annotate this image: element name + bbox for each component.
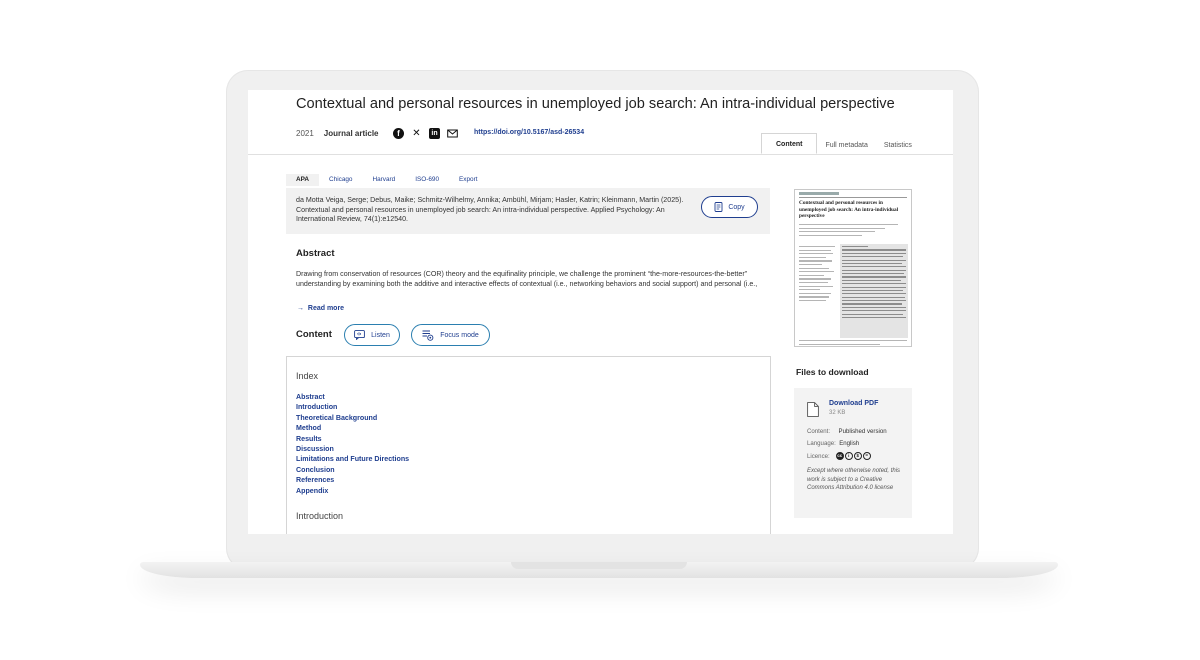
index-item-introduction[interactable]: Introduction bbox=[296, 403, 338, 412]
index-item-conclusion[interactable]: Conclusion bbox=[296, 465, 335, 474]
linkedin-icon[interactable]: in bbox=[429, 128, 440, 139]
index-item-references[interactable]: References bbox=[296, 476, 335, 485]
abstract-heading: Abstract bbox=[296, 248, 335, 259]
article-year: 2021 bbox=[296, 129, 314, 138]
pdf-thumbnail[interactable] bbox=[794, 189, 912, 347]
header-divider bbox=[248, 154, 953, 155]
content-key: Content: bbox=[807, 428, 831, 435]
copy-icon bbox=[714, 202, 723, 212]
focus-mode-button[interactable] bbox=[411, 324, 490, 346]
content-heading: Content bbox=[296, 329, 332, 340]
listen-label: Listen bbox=[371, 331, 390, 339]
index-item-method[interactable]: Method bbox=[296, 424, 322, 433]
citation-style-tabs bbox=[286, 174, 488, 186]
thumbnail-tag bbox=[799, 192, 839, 195]
tab-statistics[interactable]: Statistics bbox=[883, 142, 912, 149]
facebook-icon[interactable]: f bbox=[393, 128, 404, 139]
copy-button[interactable] bbox=[701, 196, 758, 218]
file-language-row bbox=[807, 440, 859, 447]
thumbnail-affiliations bbox=[799, 246, 837, 304]
article-type: Journal article bbox=[323, 129, 379, 138]
file-icon bbox=[807, 402, 819, 417]
licence-key: Licence: bbox=[807, 452, 830, 460]
index-item-theoretical-background[interactable]: Theoretical Background bbox=[296, 413, 378, 422]
abstract-text: Drawing from conservation of resources (COR) theory and the equifinality principle, we challenge the prominent “the-more-resources-the-better” understanding by examining both the additive and interactive effects of contextual (i.e., networking behaviors and social support) and personal (i.e., bbox=[296, 270, 758, 289]
tab-iso-690[interactable]: ISO-690 bbox=[415, 176, 440, 183]
doi-link[interactable]: https://doi.org/10.5167/asd-26534 bbox=[474, 129, 585, 136]
file-content-row bbox=[807, 428, 887, 435]
thumbnail-authors bbox=[799, 224, 907, 238]
index-item-limitations[interactable]: Limitations and Future Directions bbox=[296, 455, 410, 464]
thumbnail-rule bbox=[799, 197, 907, 198]
tab-export[interactable]: Export bbox=[459, 176, 478, 183]
arrow-right-icon: → bbox=[297, 305, 304, 312]
email-icon[interactable] bbox=[447, 128, 458, 139]
x-icon[interactable]: ✕ bbox=[412, 128, 421, 139]
laptop-notch bbox=[511, 562, 687, 569]
thumbnail-title: Contextual and personal resources in unemployed job search: An intra-individual perspective bbox=[799, 200, 899, 220]
tab-chicago[interactable]: Chicago bbox=[329, 176, 353, 183]
read-more-label: Read more bbox=[307, 305, 345, 312]
share-icons bbox=[393, 128, 458, 139]
language-value: English bbox=[839, 440, 860, 447]
content-value: Published version bbox=[838, 428, 887, 435]
read-more-link[interactable] bbox=[297, 305, 344, 312]
view-tabs bbox=[761, 133, 920, 154]
thumbnail-abstract-box bbox=[840, 244, 908, 338]
focus-mode-label: Focus mode bbox=[440, 331, 479, 339]
language-key: Language: bbox=[807, 440, 836, 447]
file-size: 32 KB bbox=[829, 410, 846, 416]
licence-note: Except where otherwise noted, this work is subject to a Creative Commons Attribution 4.0 license bbox=[807, 468, 901, 492]
introduction-heading: Introduction bbox=[296, 511, 344, 521]
files-heading: Files to download bbox=[796, 367, 869, 377]
index-item-results[interactable]: Results bbox=[296, 434, 322, 443]
thumbnail-footer bbox=[799, 340, 907, 347]
article-meta bbox=[296, 129, 378, 138]
index-list bbox=[296, 392, 409, 496]
creative-commons-icon[interactable]: cc i $ = bbox=[836, 452, 871, 460]
listen-button[interactable] bbox=[344, 324, 400, 346]
tab-full-metadata[interactable]: Full metadata bbox=[825, 142, 868, 149]
index-title: Index bbox=[296, 371, 319, 381]
article-title: Contextual and personal resources in unemployed job search: An intra-individual perspective bbox=[296, 96, 895, 112]
tab-harvard[interactable]: Harvard bbox=[372, 176, 396, 183]
copy-label: Copy bbox=[728, 203, 745, 211]
focus-mode-icon bbox=[422, 330, 434, 341]
index-item-discussion[interactable]: Discussion bbox=[296, 445, 334, 454]
index-item-appendix[interactable]: Appendix bbox=[296, 486, 329, 495]
citation-text: da Motta Veiga, Serge; Debus, Maike; Schmitz-Wilhelmy, Annika; Ambühl, Mirjam; Hasler, Katrin; Kleinmann, Martin (2025). Contextual and personal resources in unemployed job search: An intra-individual perspective. Applied Psychology: An International Review, 74(1):e12540. bbox=[296, 196, 684, 223]
listen-icon bbox=[354, 330, 365, 340]
laptop-screen bbox=[248, 90, 953, 534]
download-pdf-link[interactable]: Download PDF bbox=[829, 400, 879, 407]
index-item-abstract[interactable]: Abstract bbox=[296, 393, 325, 401]
tab-apa[interactable]: APA bbox=[286, 174, 319, 186]
file-licence-row bbox=[807, 452, 871, 460]
tab-content[interactable]: Content bbox=[761, 133, 817, 154]
